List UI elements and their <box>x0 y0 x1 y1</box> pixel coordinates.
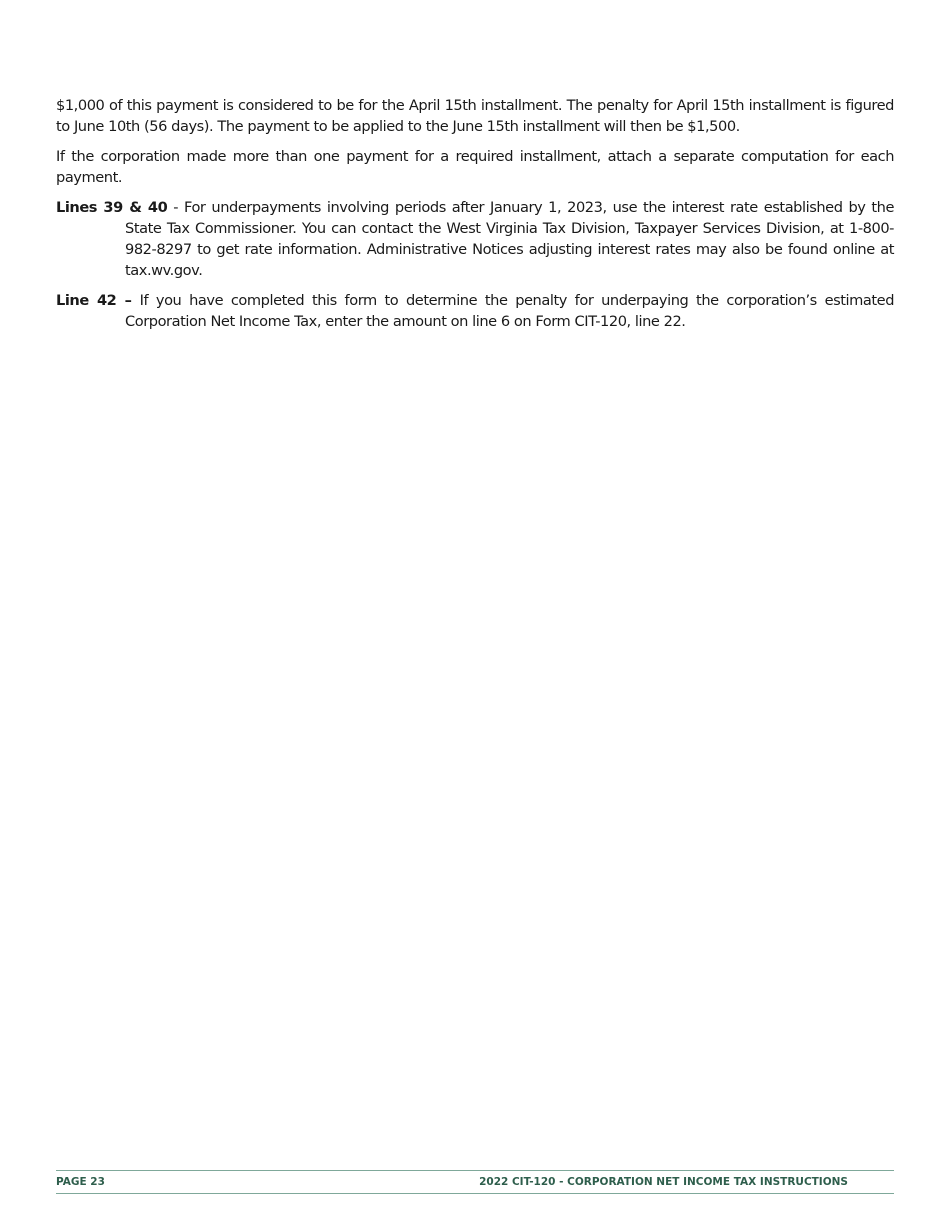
paragraph-installment-example: $1,000 of this payment is considered to be for the April 15th installment. The penalty for April 15th installment is figured to June 10th (56 days). The payment to be applied to the June 15th installment will then be $1,500. <box>56 97 894 135</box>
entry-label: Line 42 – <box>56 292 140 309</box>
page-number: PAGE 23 <box>56 1176 105 1188</box>
entry-lines-39-40 <box>56 197 894 281</box>
page-footer <box>56 1170 894 1194</box>
entry-line-42 <box>56 290 894 332</box>
entry-text: If you have completed this form to determine the penalty for underpaying the corporation’s estimated Corporation Net Income Tax, enter the amount on line 6 on Form CIT-120, line 22. <box>125 292 895 330</box>
entry-label: Lines 39 & 40 <box>56 199 168 216</box>
entry-text: - For underpayments involving periods after January 1, 2023, use the interest rate established by the State Tax Commissioner. You can contact the West Virginia Tax Division, Taxpayer Services Division, at 1-800-982-8297 to get rate information. Administrative Notices adjusting interest rates may also be found online at tax.wv.gov. <box>125 199 895 279</box>
document-body <box>56 95 894 341</box>
document-title: 2022 CIT-120 - CORPORATION NET INCOME TAX INSTRUCTIONS <box>479 1176 848 1188</box>
paragraph-multiple-payments: If the corporation made more than one payment for a required installment, attach a separate computation for each payment. <box>56 148 894 186</box>
